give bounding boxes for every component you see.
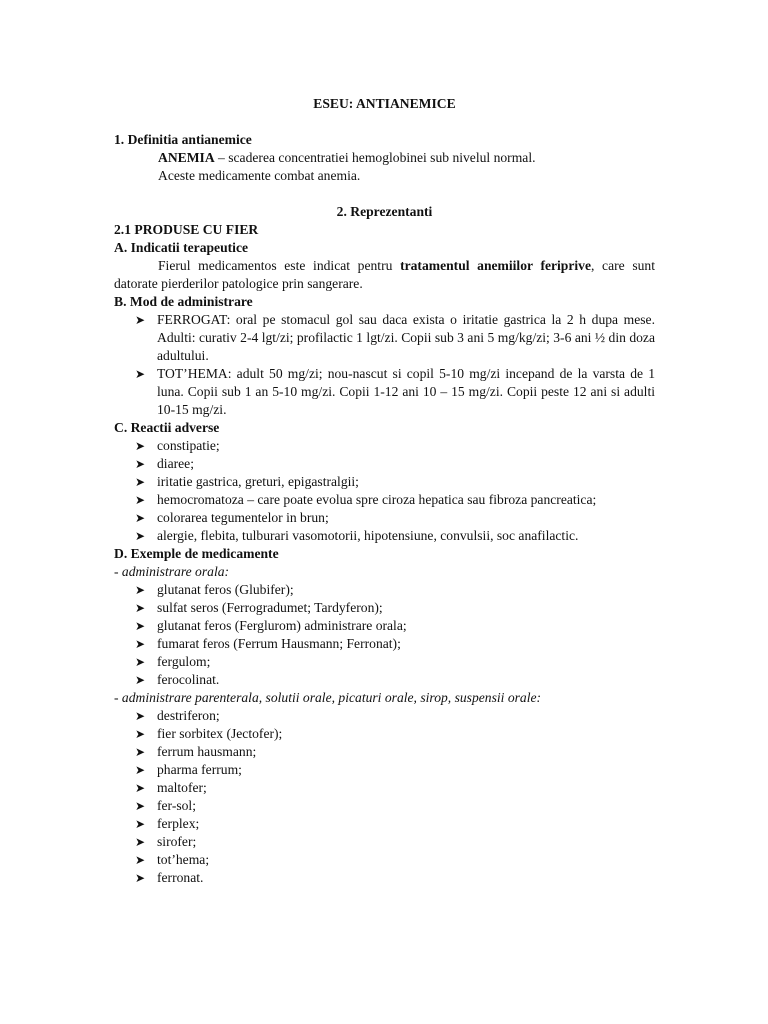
- list-item: [114, 599, 655, 617]
- anemia-term: ANEMIA: [158, 150, 215, 165]
- list-item-text: alergie, flebita, tulburari vasomotorii, hipotensiune, convulsii, soc anafilactic.: [157, 528, 579, 543]
- section-2-heading: 2. Reprezentanti: [336, 204, 433, 219]
- list-item-text: hemocromatoza – care poate evolua spre ciroza hepatica sau fibroza pancreatica;: [157, 492, 597, 507]
- list-item-text: pharma ferrum;: [157, 762, 242, 777]
- list-item-text: glutanat feros (Ferglurom) administrare orala;: [157, 618, 407, 633]
- arrowhead-bullet-icon: ➤: [135, 475, 146, 489]
- anemia-definition: [114, 149, 655, 167]
- list-item-text: diaree;: [157, 456, 194, 471]
- list-item: [114, 365, 655, 419]
- list-item: [114, 653, 655, 671]
- list-item: [114, 833, 655, 851]
- list-item-text: TOT’HEMA: adult 50 mg/zi; nou-nascut si copil 5-10 mg/zi incepand de la varsta de 1 luna. Copii sub 1 an 5-10 mg/zi. Copii 1-12 ani 10 – 15 mg/zi. Copii peste 12 ani si adulti 10-15 mg/zi.: [157, 366, 655, 417]
- list-item-text: ferronat.: [157, 870, 204, 885]
- list-item: [114, 509, 655, 527]
- list-item: [114, 527, 655, 545]
- list-item-text: sirofer;: [157, 834, 197, 849]
- document-title: ESEU: ANTIANEMICE: [313, 96, 456, 111]
- list-item-text: glutanat feros (Glubifer);: [157, 582, 294, 597]
- list-item: [114, 455, 655, 473]
- list-item-text: colorarea tegumentelor in brun;: [157, 510, 329, 525]
- section-b-heading: B. Mod de administrare: [114, 294, 253, 309]
- list-item: [114, 491, 655, 509]
- section-b-list: [114, 311, 655, 419]
- arrowhead-bullet-icon: ➤: [135, 799, 146, 813]
- parenteral-admin-label: - administrare parenterala, solutii orale, picaturi orale, sirop, suspensii orale:: [114, 690, 542, 705]
- arrowhead-bullet-icon: ➤: [135, 511, 146, 525]
- anemia-definition-text: – scaderea concentratiei hemoglobinei sub nivelul normal.: [214, 150, 536, 165]
- list-item-text: destriferon;: [157, 708, 220, 723]
- arrowhead-bullet-icon: ➤: [135, 439, 146, 453]
- list-item-text: fer-sol;: [157, 798, 196, 813]
- section-1-heading: 1. Definitia antianemice: [114, 132, 252, 147]
- list-item: [114, 725, 655, 743]
- arrowhead-bullet-icon: ➤: [135, 763, 146, 777]
- arrowhead-bullet-icon: ➤: [135, 673, 146, 687]
- arrowhead-bullet-icon: ➤: [135, 457, 146, 471]
- list-item-text: tot’hema;: [157, 852, 210, 867]
- list-item-text: constipatie;: [157, 438, 220, 453]
- list-item: [114, 473, 655, 491]
- section-d-heading: D. Exemple de medicamente: [114, 546, 279, 561]
- arrowhead-bullet-icon: ➤: [135, 583, 146, 597]
- list-item-text: sulfat seros (Ferrogradumet; Tardyferon);: [157, 600, 383, 615]
- section-c-list: [114, 437, 655, 545]
- list-item-text: fergulom;: [157, 654, 211, 669]
- section-a-text-bold: tratamentul anemiilor feriprive: [400, 258, 592, 273]
- list-item: [114, 671, 655, 689]
- oral-admin-label: - administrare orala:: [114, 564, 230, 579]
- section-c-heading: C. Reactii adverse: [114, 420, 220, 435]
- list-item: [114, 797, 655, 815]
- arrowhead-bullet-icon: ➤: [135, 781, 146, 795]
- section-a-text-pre: Fierul medicamentos este indicat pentru: [158, 258, 401, 273]
- list-item: [114, 815, 655, 833]
- arrowhead-bullet-icon: ➤: [135, 745, 146, 759]
- section-2-1-heading: 2.1 PRODUSE CU FIER: [114, 222, 259, 237]
- list-item: [114, 869, 655, 887]
- list-item: [114, 761, 655, 779]
- list-item-text: ferocolinat.: [157, 672, 220, 687]
- list-item: [114, 437, 655, 455]
- arrowhead-bullet-icon: ➤: [135, 313, 146, 327]
- arrowhead-bullet-icon: ➤: [135, 601, 146, 615]
- oral-list: [114, 581, 655, 689]
- list-item-text: ferplex;: [157, 816, 200, 831]
- list-item: [114, 743, 655, 761]
- list-item: [114, 779, 655, 797]
- list-item-text: ferrum hausmann;: [157, 744, 257, 759]
- section-a-heading: A. Indicatii terapeutice: [114, 240, 249, 255]
- list-item-text: maltofer;: [157, 780, 207, 795]
- section-a-paragraph: [114, 257, 655, 293]
- list-item: [114, 635, 655, 653]
- list-item-text: iritatie gastrica, greturi, epigastralgii;: [157, 474, 359, 489]
- arrowhead-bullet-icon: ➤: [135, 727, 146, 741]
- list-item: [114, 851, 655, 869]
- list-item: [114, 581, 655, 599]
- arrowhead-bullet-icon: ➤: [135, 835, 146, 849]
- arrowhead-bullet-icon: ➤: [135, 493, 146, 507]
- arrowhead-bullet-icon: ➤: [135, 709, 146, 723]
- arrowhead-bullet-icon: ➤: [135, 817, 146, 831]
- arrowhead-bullet-icon: ➤: [135, 529, 146, 543]
- list-item: [114, 707, 655, 725]
- list-item-text: FERROGAT: oral pe stomacul gol sau daca exista o iritatie gastrica la 2 h dupa mese. Adulti: curativ 2-4 lgt/zi; profilactic 1 lgt/zi. Copii sub 3 ani 5 mg/kg/zi; 3-6 ani ½ din doza adultului.: [157, 312, 655, 363]
- list-item-text: fier sorbitex (Jectofer);: [157, 726, 283, 741]
- arrowhead-bullet-icon: ➤: [135, 853, 146, 867]
- list-item-text: fumarat feros (Ferrum Hausmann; Ferronat);: [157, 636, 401, 651]
- section-a-text-post: , care sunt datorate pierderilor patologice prin sangerare.: [114, 258, 655, 291]
- arrowhead-bullet-icon: ➤: [135, 637, 146, 651]
- list-item: [114, 311, 655, 365]
- arrowhead-bullet-icon: ➤: [135, 367, 146, 381]
- document-body: [114, 95, 655, 887]
- list-item: [114, 617, 655, 635]
- arrowhead-bullet-icon: ➤: [135, 655, 146, 669]
- arrowhead-bullet-icon: ➤: [135, 871, 146, 885]
- anemia-line2: Aceste medicamente combat anemia.: [158, 168, 361, 183]
- arrowhead-bullet-icon: ➤: [135, 619, 146, 633]
- parenteral-list: [114, 707, 655, 887]
